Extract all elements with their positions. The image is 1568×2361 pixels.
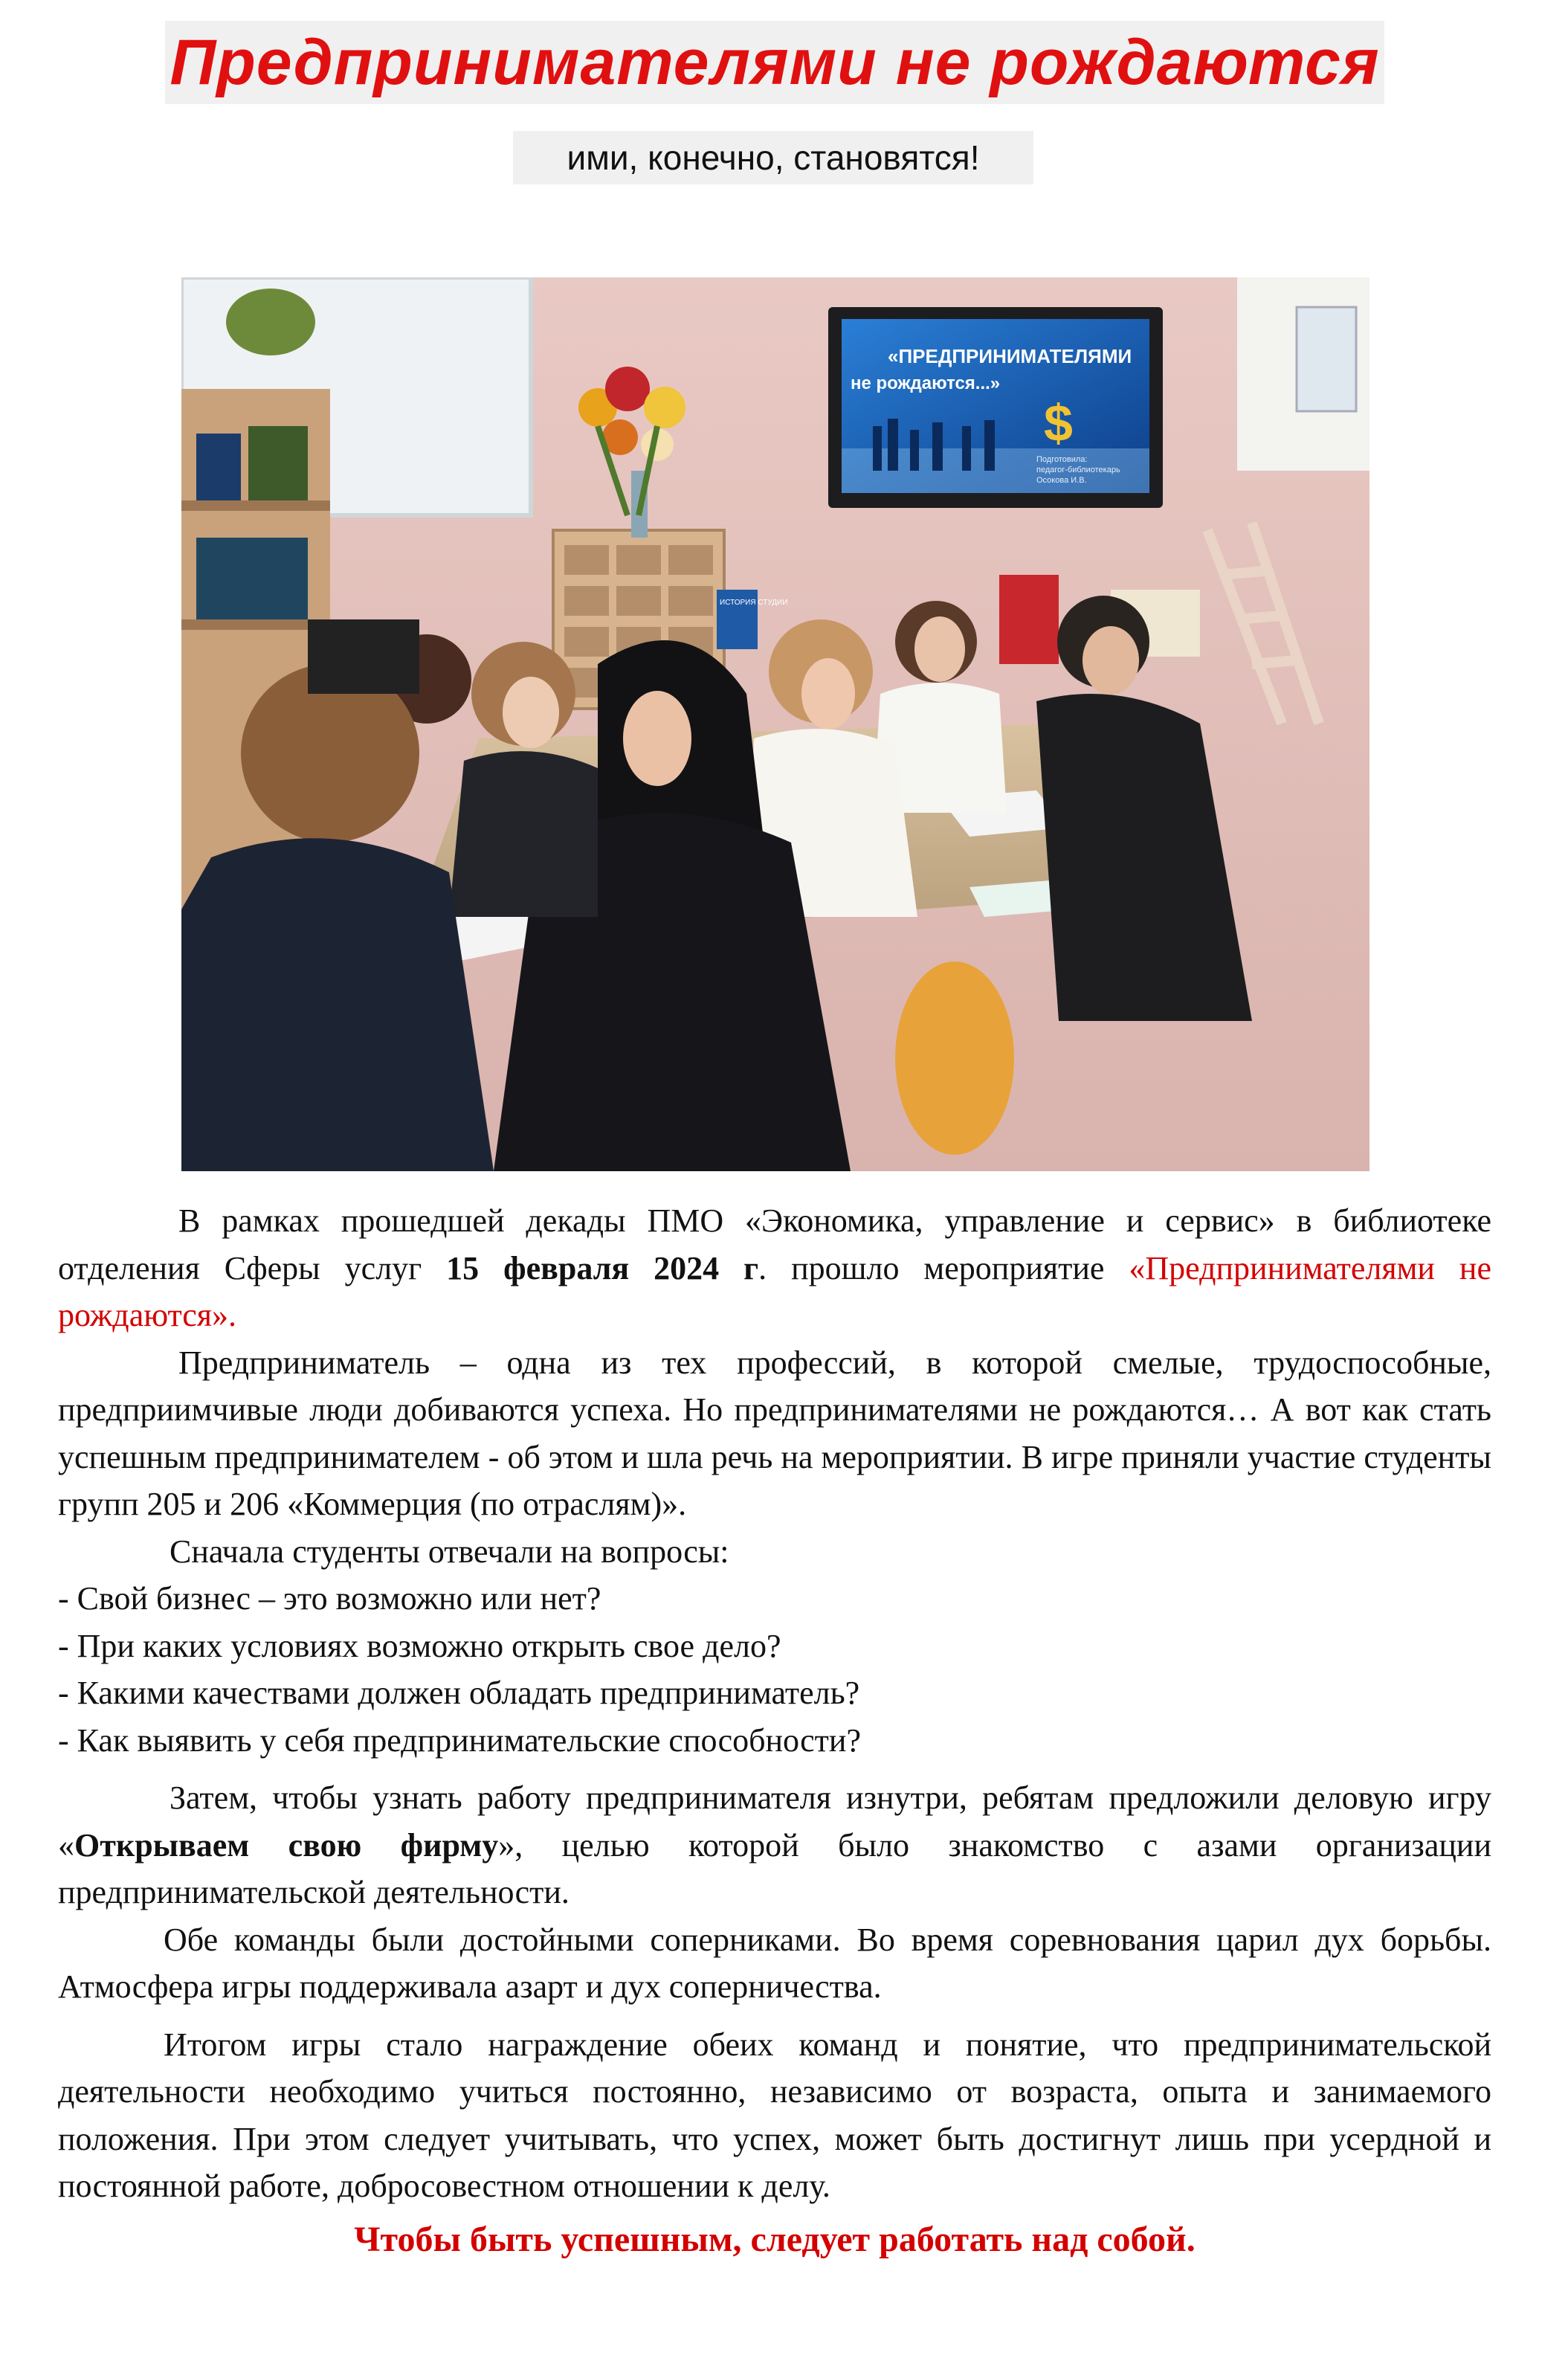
- conclusion: Чтобы быть успешным, следует работать над собой.: [354, 2219, 1196, 2259]
- screen-title-line1: «ПРЕДПРИНИМАТЕЛЯМИ: [888, 345, 1132, 367]
- screen-title-line2: не рождаются...»: [851, 373, 1001, 393]
- question-2: - При каких условиях возможно открыть свое дело?: [58, 1627, 781, 1664]
- question-3: - Какими качествами должен обладать предприниматель?: [58, 1675, 860, 1711]
- event-date: 15 февраля 2024 г: [446, 1249, 759, 1286]
- game-name: Открываем свою фирму: [74, 1826, 499, 1864]
- page-subtitle: ими, конечно, становятся!: [513, 131, 1033, 184]
- screen-credit-1: Подготовила:: [1036, 455, 1088, 464]
- paragraph-teams: Обе команды были достойными соперниками. Во время соревнования царил дух борьбы. Атмосфера игры поддерживала азарт и дух соперничества.: [58, 1921, 1491, 2005]
- book-cover-label: ИСТОРИЯ СТУДИИ: [720, 599, 788, 607]
- event-photo: [181, 277, 1369, 1171]
- paragraph-business-game: [58, 1774, 1491, 1916]
- paragraph-intro: [58, 1197, 1491, 1339]
- game-text-a: Затем, чтобы узнать работу предпринимателя изнутри, ребятам предложили деловую игру «: [58, 1779, 1491, 1864]
- paragraph-result: Итогом игры стало награждение обеих команд и понятие, что предпринимательской деятельности необходимо учиться постоянно, независимо от возраста, опыта и занимаемого положения. При этом следует учитывать, что успех, может быть достигнут лишь при усердной и постоянной работе, добросовестном отношении к делу.: [58, 2026, 1491, 2204]
- screen-credit-3: Осокова И.В.: [1036, 476, 1087, 485]
- page-title: Предпринимателями не рождаются: [165, 21, 1384, 104]
- intro-text-a: В рамках прошедшей декады ПМО «Экономика, управление и сервис» в библиотеке отделения Сферы услуг: [58, 1202, 1491, 1286]
- screen-dollar: $: [1044, 394, 1073, 452]
- question-1: - Свой бизнес – это возможно или нет?: [58, 1580, 601, 1617]
- article-body: [58, 1197, 1491, 2263]
- game-text-b: », целью которой было знакомство с азами организации предпринимательской деятельности.: [58, 1826, 1491, 1910]
- screen-credit-2: педагог-библиотекарь: [1036, 466, 1120, 474]
- paragraph-entrepreneur: Предприниматель – одна из тех профессий, в которой смелые, трудоспособные, предприимчивые люди добиваются успеха. Но предпринимателями не рождаются… А вот как стать успешным предпринимателем - об этом и шла речь на мероприятии. В игре приняли участие студенты групп 205 и 206 «Коммерция (по отраслям)».: [58, 1344, 1491, 1522]
- paragraph-questions-intro: Сначала студенты отвечали на вопросы:: [170, 1533, 729, 1570]
- intro-text-b: . прошло мероприятие: [758, 1249, 1129, 1286]
- question-4: - Как выявить у себя предпринимательские способности?: [58, 1721, 861, 1759]
- event-name: «Предпринимателями не рождаются».: [58, 1249, 1492, 1333]
